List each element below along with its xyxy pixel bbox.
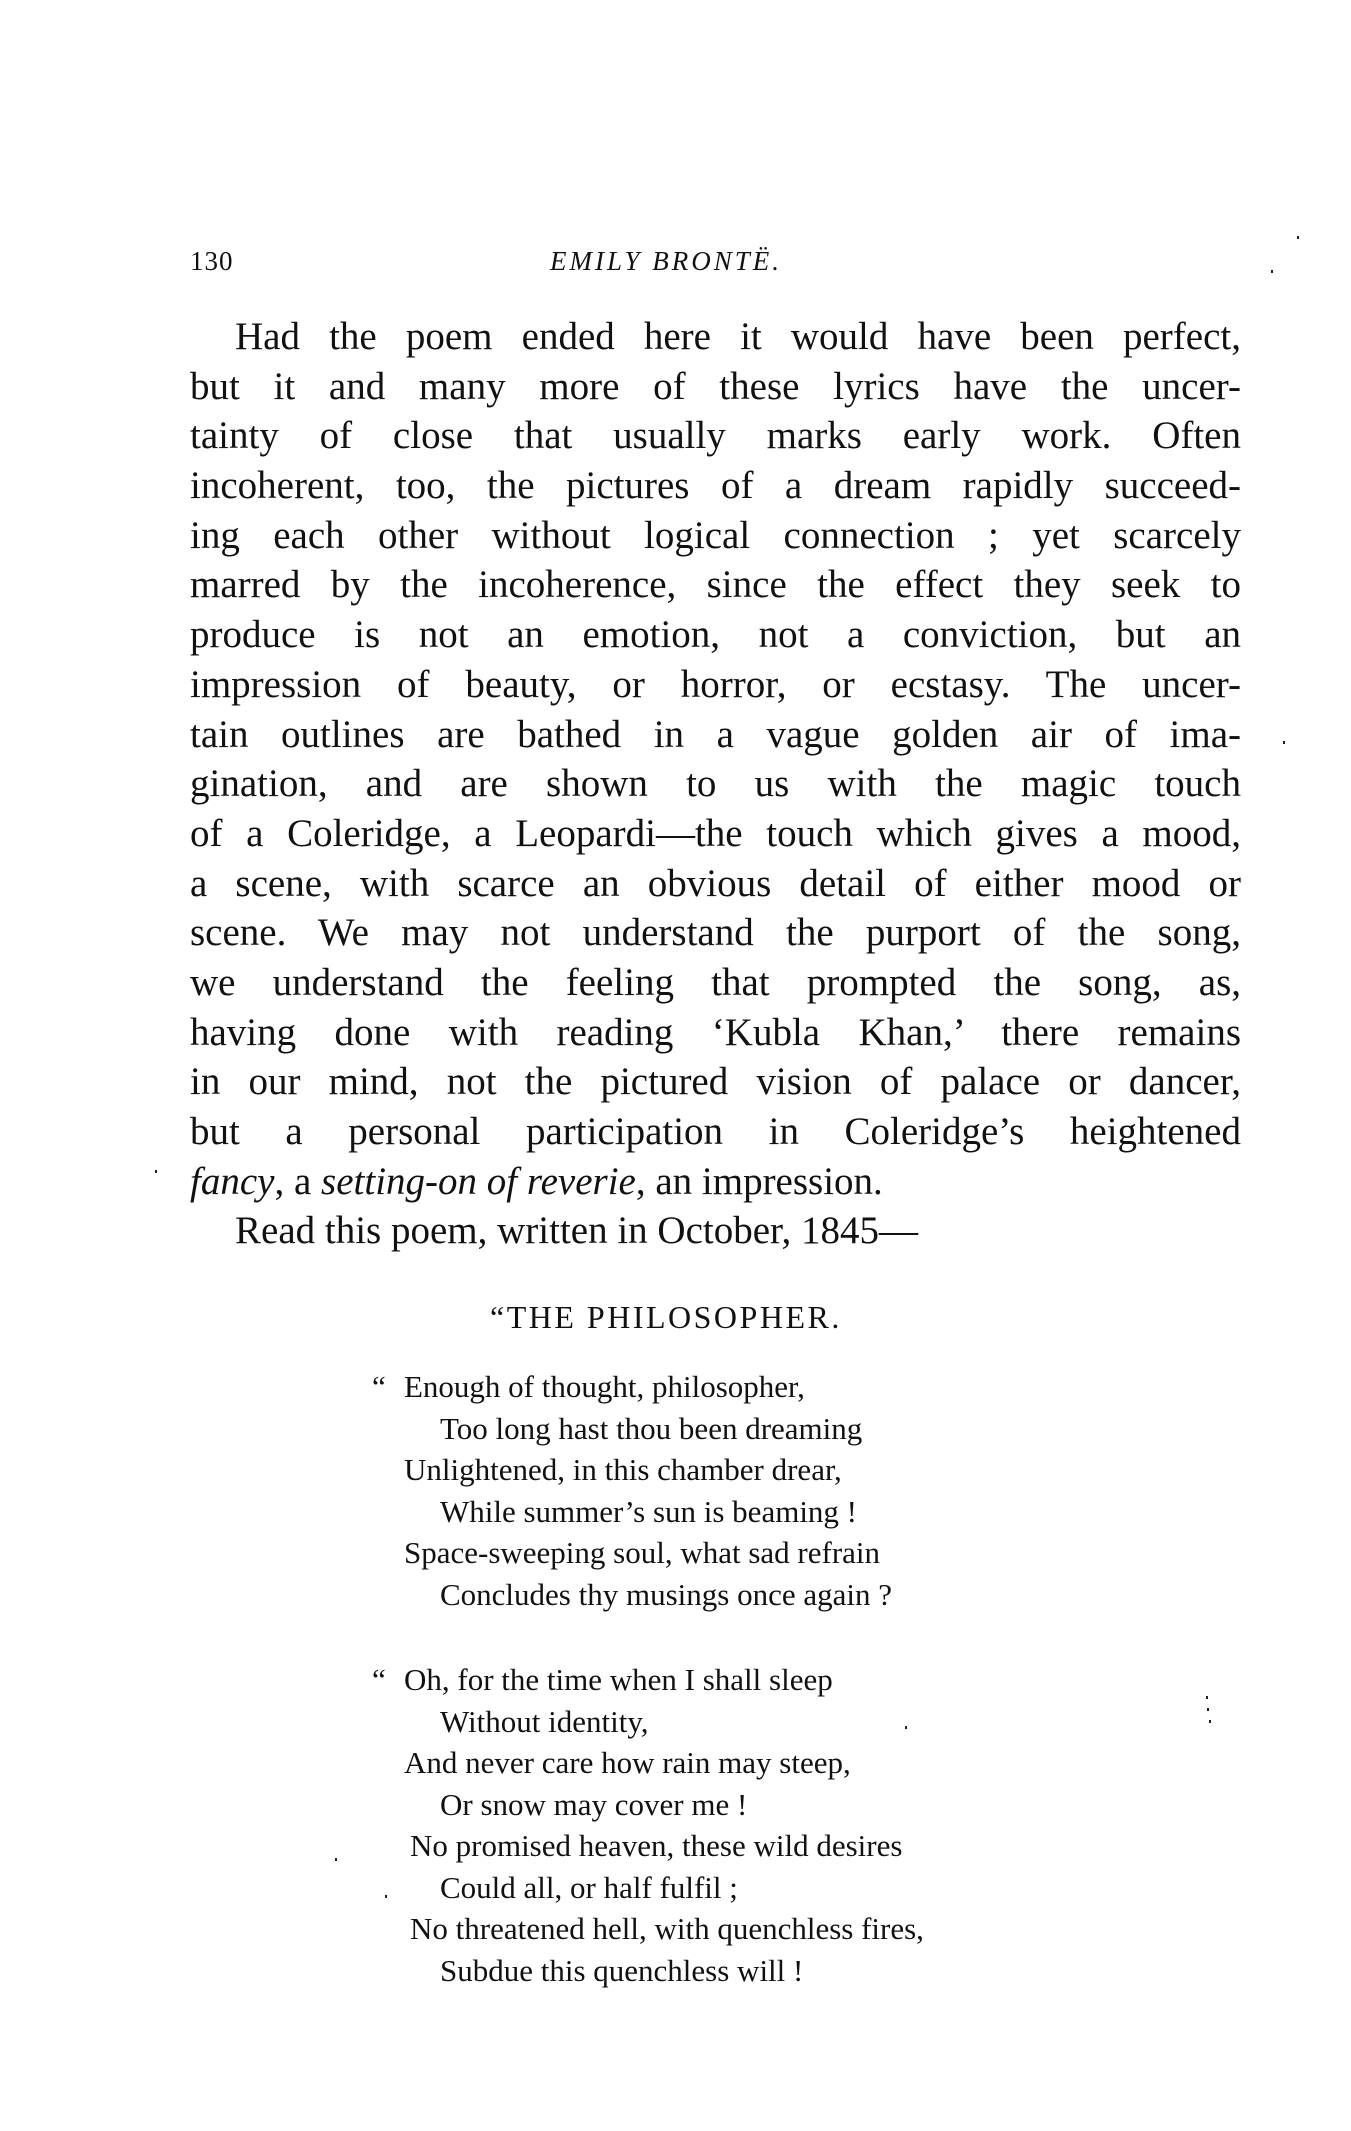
scan-speck <box>1271 270 1273 273</box>
prose-line: tain outlines are bathed in a vague golden air of ima- <box>190 712 1241 756</box>
scan-speck <box>1283 741 1285 744</box>
prose-line: incoherent, too, the pictures of a dream rapidly succeed- <box>190 464 1241 508</box>
poem-title: “THE PHILOSOPHER. <box>490 1299 842 1335</box>
prose-line-final <box>190 1157 1241 1207</box>
prose-line: a scene, with scarce an obvious detail of either mood or <box>190 861 1241 905</box>
prose-line: of a Coleridge, a Leopardi—the touch which gives a mood, <box>190 811 1241 855</box>
prose-line: we understand the feeling that prompted the song, as, <box>190 960 1241 1004</box>
prose-line: ing each other without logical connection ; yet scarcely <box>190 513 1241 557</box>
scan-speck <box>1297 236 1299 239</box>
prose-text: , a <box>274 1159 322 1203</box>
scan-speck <box>335 1858 337 1861</box>
prose-line: scene. We may not understand the purport of the song, <box>190 911 1241 955</box>
poem-intro-line: Read this poem, written in October, 1845— <box>235 1209 918 1253</box>
italic-word: reverie <box>526 1159 636 1203</box>
verse-text: No promised heaven, these wild desires <box>410 1828 903 1863</box>
prose-line: in our mind, not the pictured vision of palace or dancer, <box>190 1060 1241 1104</box>
prose-text: , an impression. <box>635 1159 883 1203</box>
verse-text: Could all, or half fulfil ; <box>440 1869 738 1905</box>
verse-text: Enough of thought, philosopher, <box>404 1369 805 1404</box>
scan-speck <box>1209 1720 1211 1723</box>
prose-line: tainty of close that usually marks early work. Often <box>190 414 1241 458</box>
prose-line: marred by the incoherence, since the effect they seek to <box>190 563 1241 607</box>
italic-word: fancy <box>190 1159 275 1203</box>
page-number: 130 <box>190 246 234 276</box>
scan-speck <box>155 1170 157 1173</box>
verse-text: Subdue this quenchless will ! <box>440 1952 804 1988</box>
verse-text: While summer’s sun is beaming ! <box>440 1493 858 1529</box>
prose-line: Had the poem ended here it would have been perfect, <box>235 315 1241 358</box>
scan-speck <box>905 1726 907 1729</box>
verse-text: Or snow may cover me ! <box>440 1786 748 1822</box>
scan-speck <box>385 1895 387 1898</box>
verse-text: Too long hast thou been dreaming <box>440 1410 863 1446</box>
scan-speck <box>1207 1708 1209 1711</box>
opening-quote: “ <box>372 1369 386 1404</box>
running-title: EMILY BRONTË. <box>550 246 782 276</box>
verse-text: And never care how rain may steep, <box>404 1745 851 1780</box>
scan-speck <box>1206 1696 1208 1699</box>
prose-text <box>517 1160 527 1203</box>
prose-line: impression of beauty, or horror, or ecstasy. The uncer- <box>190 662 1241 706</box>
verse-text: Unlightened, in this chamber drear, <box>404 1452 842 1487</box>
verse-text: Oh, for the time when I shall sleep <box>404 1662 833 1697</box>
verse-text: Without identity, <box>440 1703 649 1739</box>
prose-line: having done with reading ‘Kubla Khan,’ there remains <box>190 1010 1241 1054</box>
prose-line: produce is not an emotion, not a conviction, but an <box>190 613 1241 657</box>
prose-paragraph <box>190 312 1241 1256</box>
prose-line: but it and many more of these lyrics have the uncer- <box>190 364 1241 408</box>
opening-quote: “ <box>372 1662 386 1697</box>
prose-line: but a personal participation in Coleridge’s heightened <box>190 1110 1241 1153</box>
italic-word: setting-on <box>321 1159 478 1203</box>
prose-text <box>477 1160 487 1203</box>
verse-text: No threatened hell, with quenchless fires, <box>410 1911 924 1946</box>
verse-text: Space-sweeping soul, what sad refrain <box>404 1535 881 1570</box>
prose-line: gination, and are shown to us with the magic touch <box>190 762 1241 806</box>
verse-text: Concludes thy musings once again ? <box>440 1576 892 1612</box>
running-head <box>190 238 1241 278</box>
italic-word: of <box>486 1159 518 1203</box>
